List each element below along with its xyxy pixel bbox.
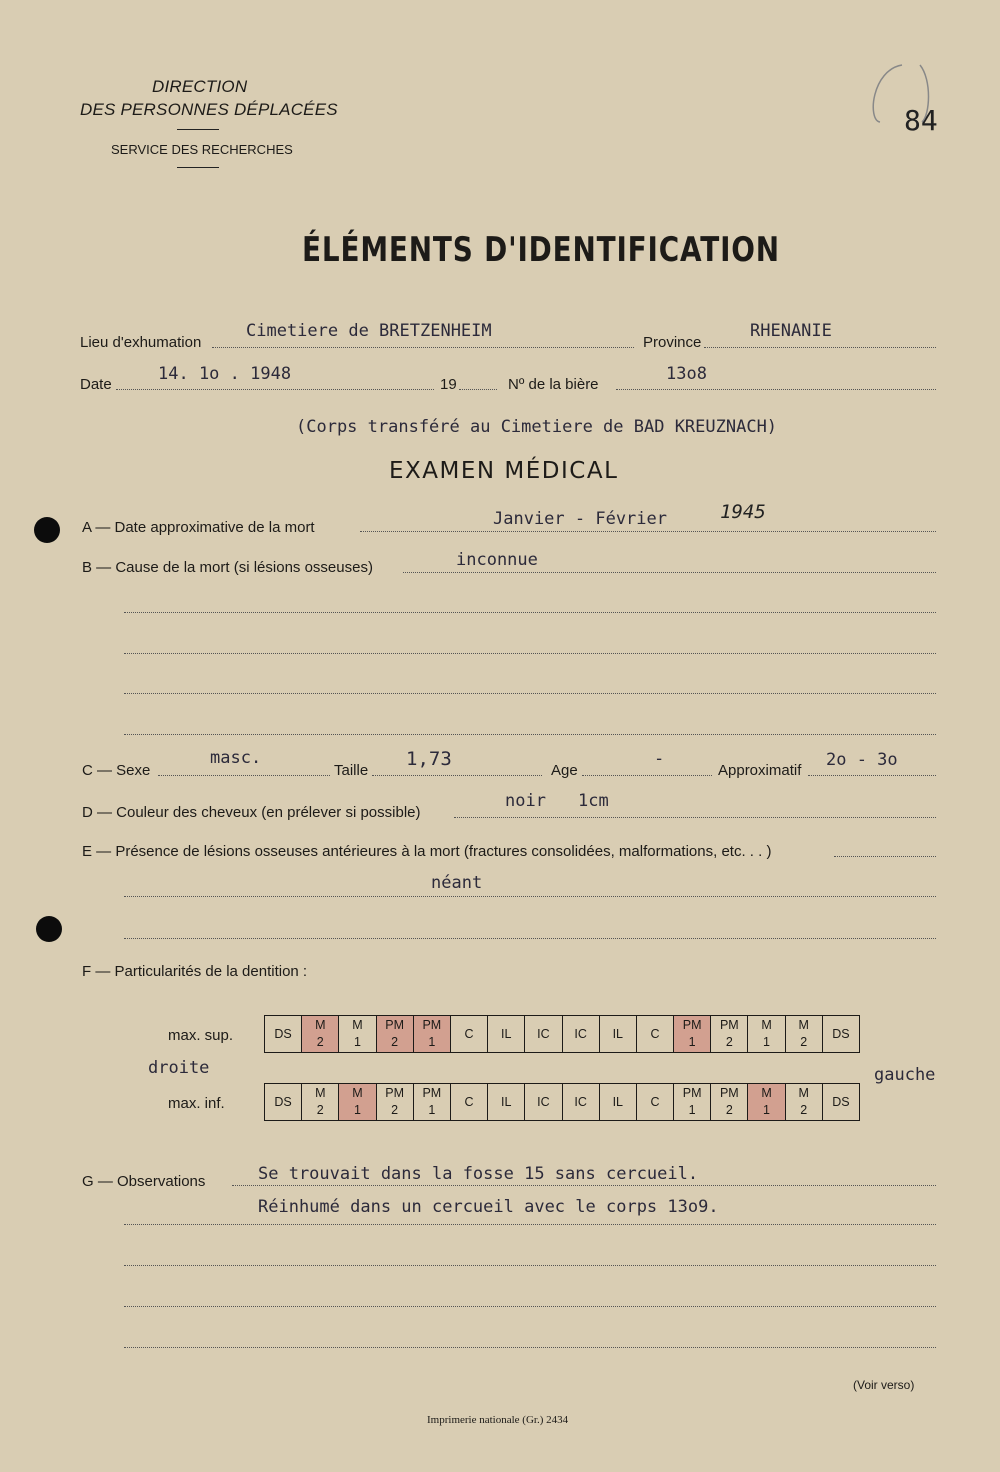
lower-tooth-cell [488, 1084, 525, 1121]
tooth-type: PM [385, 1086, 405, 1100]
upper-tooth-cell [711, 1016, 748, 1053]
tooth-type: DS [274, 1026, 292, 1041]
b-label: B — Cause de la mort (si lésions osseuses) [82, 559, 373, 576]
lower-tooth-cell [562, 1084, 599, 1121]
b-extra-line-2 [124, 653, 936, 654]
d-sample: 1cm [578, 791, 609, 811]
g-dotted-line-4 [124, 1306, 936, 1307]
page-title: ÉLÉMENTS D'IDENTIFICATION [302, 230, 780, 270]
tooth-type: M [798, 1018, 809, 1032]
lower-tooth-cell [302, 1084, 339, 1121]
upper-tooth-cell [376, 1016, 413, 1053]
tooth-number: 2 [316, 1035, 324, 1049]
biere-label: Nº de la bière [508, 376, 599, 393]
c-sexe-value: masc. [210, 748, 262, 768]
upper-tooth-cell [562, 1016, 599, 1053]
b-value: inconnue [456, 550, 538, 570]
max-inf-label: max. inf. [168, 1095, 225, 1112]
lower-tooth-cell [376, 1084, 413, 1121]
lower-tooth-cell [599, 1084, 636, 1121]
tooth-type: IL [501, 1026, 512, 1041]
a-year-handwritten: 1945 [720, 501, 766, 523]
observation-line-2: Réinhumé dans un cercueil avec le corps 13o9. [258, 1197, 719, 1217]
d-dotted-line [454, 817, 936, 818]
lower-tooth-cell [822, 1084, 859, 1121]
province-value: RHENANIE [750, 321, 832, 341]
d-label: D — Couleur des cheveux (en prélever si possible) [82, 804, 421, 821]
tooth-type: C [650, 1094, 660, 1109]
c-sexe-dotted-line [158, 775, 330, 776]
tooth-type: C [650, 1026, 660, 1041]
tooth-type: M [315, 1018, 326, 1032]
a-dotted-line [360, 531, 936, 532]
transfer-note: (Corps transféré au Cimetiere de BAD KREUZNACH) [296, 417, 778, 437]
g-dotted-line-2 [124, 1224, 936, 1225]
tooth-type: DS [832, 1094, 850, 1109]
tooth-type: PM [682, 1018, 702, 1032]
biere-dotted-line [616, 389, 936, 390]
tooth-type: IC [537, 1026, 550, 1041]
upper-tooth-cell [488, 1016, 525, 1053]
biere-value: 13o8 [666, 364, 707, 384]
printer-imprint: Imprimerie nationale (Gr.) 2434 [427, 1414, 569, 1426]
lieu-dotted-line [212, 347, 634, 348]
lower-tooth-cell [636, 1084, 673, 1121]
tooth-number: 2 [725, 1035, 733, 1049]
tooth-type: PM [719, 1018, 739, 1032]
tooth-number: 1 [763, 1103, 770, 1117]
tooth-number: 2 [391, 1035, 399, 1049]
c-age-value: - [654, 749, 665, 769]
tooth-type: IL [612, 1094, 623, 1109]
date-dotted-line [116, 389, 434, 390]
f-label: F — Particularités de la dentition : [82, 963, 308, 980]
header-personnes-deplacees: DES PERSONNES DÉPLACÉES [80, 100, 338, 119]
tooth-type: M [315, 1086, 326, 1100]
upper-tooth-cell [674, 1016, 711, 1053]
tooth-number: 2 [391, 1103, 399, 1117]
upper-tooth-cell [525, 1016, 562, 1053]
b-dotted-line [403, 572, 936, 573]
c-age-label: Age [551, 762, 578, 779]
e-value: néant [431, 873, 483, 893]
gauche-label: gauche [874, 1065, 936, 1085]
year-dotted-line [459, 389, 497, 390]
a-label: A — Date approximative de la mort [82, 519, 315, 536]
tooth-type: IC [537, 1094, 550, 1109]
lower-tooth-cell [674, 1084, 711, 1121]
tooth-number: 1 [353, 1103, 361, 1117]
tooth-number: 1 [428, 1103, 436, 1117]
c-sexe-label: C — Sexe [82, 762, 151, 779]
observation-line-1: Se trouvait dans la fosse 15 sans cercueil. [258, 1164, 699, 1184]
e-extra-line-1 [124, 896, 936, 897]
c-taille-label: Taille [334, 762, 369, 779]
tooth-type: C [464, 1094, 474, 1109]
e-dotted-line [834, 856, 936, 857]
lower-tooth-cell [711, 1084, 748, 1121]
tooth-number: 2 [725, 1103, 733, 1117]
c-taille-value: 1,73 [406, 748, 452, 770]
lower-tooth-cell [413, 1084, 450, 1121]
voir-verso: (Voir verso) [853, 1378, 915, 1392]
tooth-type: M [798, 1086, 809, 1100]
e-extra-line-2 [124, 938, 936, 939]
upper-tooth-cell [302, 1016, 339, 1053]
date-value: 14. 1o . 1948 [158, 364, 292, 384]
tooth-type: C [464, 1026, 474, 1041]
upper-tooth-cell [265, 1016, 302, 1053]
tooth-number: 1 [353, 1035, 361, 1049]
upper-tooth-cell [822, 1016, 859, 1053]
tooth-number: 2 [800, 1103, 808, 1117]
g-label: G — Observations [82, 1173, 206, 1190]
b-extra-line-3 [124, 693, 936, 694]
year-prefix: 19 [440, 376, 457, 393]
c-approx-dotted-line [808, 775, 936, 776]
c-taille-dotted-line [372, 775, 542, 776]
tooth-type: PM [682, 1086, 702, 1100]
g-dotted-line-1 [232, 1185, 936, 1186]
header-service: SERVICE DES RECHERCHES [111, 142, 293, 157]
tooth-type: DS [274, 1094, 292, 1109]
tooth-type: IL [501, 1094, 512, 1109]
upper-tooth-cell [450, 1016, 487, 1053]
pencil-mark [862, 60, 932, 140]
tooth-type: M [761, 1086, 772, 1100]
a-value: Janvier - Février [493, 509, 667, 529]
lower-tooth-cell [339, 1084, 376, 1121]
tooth-type: M [761, 1018, 772, 1032]
upper-tooth-cell [599, 1016, 636, 1053]
dentition-upper-table [264, 1015, 860, 1053]
province-label: Province [643, 334, 702, 351]
g-dotted-line-5 [124, 1347, 936, 1348]
lower-tooth-cell [450, 1084, 487, 1121]
header-rule-1 [177, 129, 219, 130]
dentition-lower-table [264, 1083, 860, 1121]
tooth-type: PM [385, 1018, 405, 1032]
e-label: E — Présence de lésions osseuses antérieures à la mort (fractures consolidées, malformations, etc. . . ) [82, 843, 772, 860]
upper-tooth-cell [339, 1016, 376, 1053]
upper-tooth-cell [785, 1016, 822, 1053]
tooth-type: PM [719, 1086, 739, 1100]
c-age-dotted-line [582, 775, 712, 776]
tooth-type: DS [832, 1026, 850, 1041]
lower-tooth-cell [525, 1084, 562, 1121]
header-rule-2 [177, 167, 219, 168]
lower-tooth-cell [785, 1084, 822, 1121]
upper-tooth-cell [413, 1016, 450, 1053]
medical-heading: EXAMEN MÉDICAL [389, 458, 619, 484]
lower-tooth-cell [748, 1084, 785, 1121]
province-dotted-line [704, 347, 936, 348]
tooth-number: 2 [316, 1103, 324, 1117]
tooth-number: 1 [688, 1103, 696, 1117]
upper-tooth-cell [748, 1016, 785, 1053]
tooth-number: 1 [688, 1035, 696, 1049]
binder-hole-bottom [36, 916, 62, 942]
lieu-value: Cimetiere de BRETZENHEIM [246, 321, 492, 341]
tooth-type: IL [612, 1026, 623, 1041]
b-extra-line-1 [124, 612, 936, 613]
header-direction: DIRECTION [152, 77, 248, 96]
lieu-label: Lieu d'exhumation [80, 334, 202, 351]
c-approx-label: Approximatif [718, 762, 802, 779]
tooth-number: 1 [428, 1035, 436, 1049]
tooth-number: 2 [800, 1035, 808, 1049]
tooth-number: 1 [763, 1035, 770, 1049]
date-label: Date [80, 376, 112, 393]
binder-hole-top [34, 517, 60, 543]
max-sup-label: max. sup. [168, 1027, 234, 1044]
droite-label: droite [148, 1058, 210, 1078]
tooth-type: IC [574, 1094, 587, 1109]
tooth-type: IC [574, 1026, 587, 1041]
tooth-type: PM [422, 1018, 442, 1032]
lower-tooth-cell [265, 1084, 302, 1121]
d-value: noir [505, 791, 546, 811]
g-dotted-line-3 [124, 1265, 936, 1266]
tooth-type: M [352, 1018, 363, 1032]
b-extra-line-4 [124, 734, 936, 735]
upper-tooth-cell [636, 1016, 673, 1053]
tooth-type: M [352, 1086, 363, 1100]
c-approx-value: 2o - 3o [826, 750, 898, 770]
corner-number: 84 [904, 104, 938, 137]
tooth-type: PM [422, 1086, 442, 1100]
